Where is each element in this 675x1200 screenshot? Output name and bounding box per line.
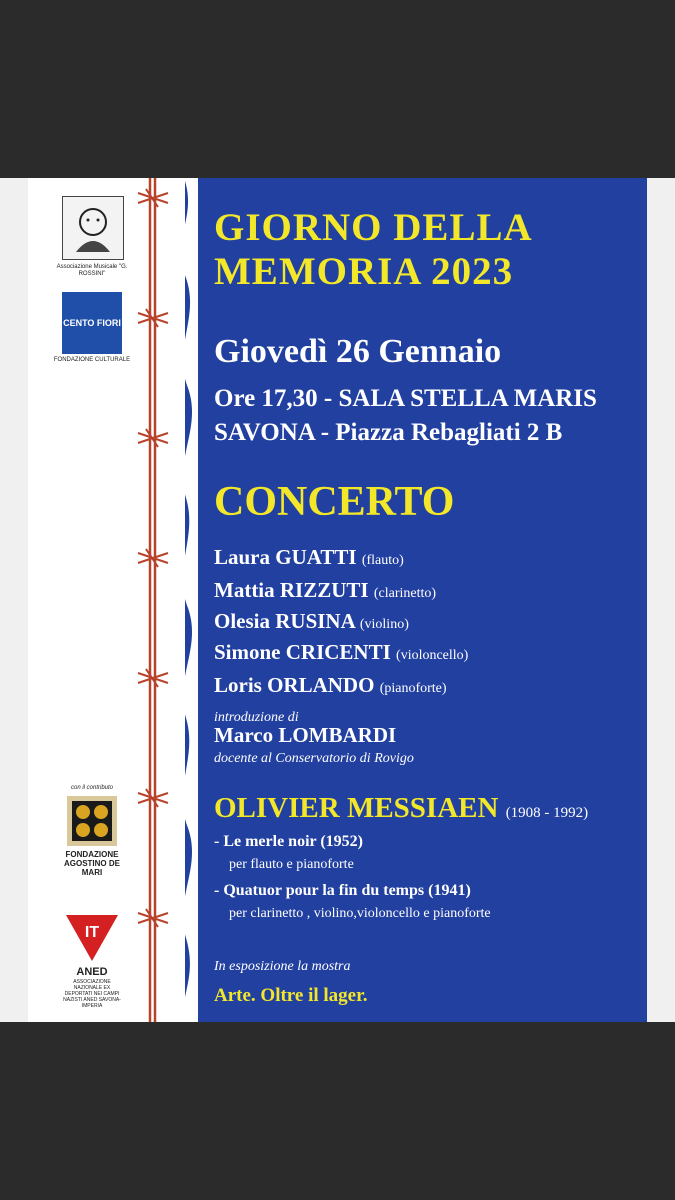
performer-5 — [214, 673, 447, 698]
exhibition-label: In esposizione la mostra — [214, 959, 351, 974]
title-line-2: MEMORIA 2023 — [214, 250, 514, 293]
performer-3 — [214, 609, 409, 634]
exhibition-title: Arte. Oltre il lager. — [214, 985, 368, 1006]
performer-4 — [214, 640, 468, 665]
composer-years: (1908 - 1992) — [505, 805, 589, 821]
event-date: Giovedì 26 Gennaio — [214, 333, 502, 370]
performer-instrument: (flauto) — [361, 553, 404, 568]
centofiori-caption: FONDAZIONE CULTURALE — [53, 357, 131, 363]
aned-caption: ASSOCIAZIONE NAZIONALE EX DEPORTATI NEI CAMPI NAZISTI ANED SAVONA-IMPERIA — [63, 979, 121, 1009]
work-2-title: - Quatuor pour la fin du temps (1941) — [214, 882, 471, 899]
centofiori-text: CENTO FIORI — [63, 318, 121, 328]
performer-name: Loris ORLANDO — [214, 673, 375, 697]
performer-instrument: (pianoforte) — [379, 681, 447, 696]
rossini-caption: Associazione Musicale "G. ROSSINI" — [56, 264, 128, 277]
rossini-logo — [62, 196, 124, 260]
centofiori-logo — [62, 292, 122, 354]
demari-logo — [67, 796, 117, 846]
title-line-1: GIORNO DELLA — [214, 206, 533, 249]
work-1-title: - Le merle noir (1952) — [214, 833, 363, 850]
work-2-scoring: per clarinetto , violino,violoncello e pianoforte — [229, 906, 491, 921]
wire-barb — [138, 669, 168, 687]
barbed-wire-graphic — [128, 178, 198, 1022]
performer-instrument: (violino) — [359, 617, 409, 632]
wire-barb — [138, 909, 168, 927]
concert-heading: CONCERTO — [214, 479, 455, 525]
contributo-label: con il contributo — [70, 785, 114, 791]
demari-emblem-icon — [67, 796, 117, 846]
work-1-scoring: per flauto e pianoforte — [229, 857, 354, 872]
performer-name: Olesia RUSINA — [214, 609, 355, 633]
intro-role: docente al Conservatorio di Rovigo — [214, 751, 414, 766]
composer-heading — [214, 792, 588, 825]
wire-barb — [138, 789, 168, 807]
wire-barb — [138, 309, 168, 327]
aned-name: ANED — [76, 966, 108, 978]
performer-name: Mattia RIZZUTI — [214, 578, 369, 602]
intro-name: Marco LOMBARDI — [214, 723, 397, 747]
performer-1 — [214, 545, 404, 570]
event-address: SAVONA - Piazza Rebagliati 2 B — [214, 419, 563, 446]
demari-caption: FONDAZIONE AGOSTINO DE MARI — [63, 850, 120, 877]
poster-left-margin — [0, 178, 28, 1022]
performer-instrument: (violoncello) — [396, 648, 469, 663]
performer-name: Simone CRICENTI — [214, 640, 391, 664]
poster-right-margin — [647, 178, 675, 1022]
performer-name: Laura GUATTI — [214, 545, 357, 569]
performer-instrument: (clarinetto) — [373, 586, 437, 601]
aned-triangle-icon — [64, 913, 120, 963]
intro-label: introduzione di — [214, 710, 299, 725]
wire-barb — [138, 549, 168, 567]
composer-name: OLIVIER MESSIAEN — [214, 792, 499, 824]
event-time-venue: Ore 17,30 - SALA STELLA MARIS — [214, 385, 597, 412]
wire-barb — [138, 189, 168, 207]
wire-barb — [138, 429, 168, 447]
aned-badge-text: IT — [84, 924, 100, 941]
composer-portrait-icon — [68, 202, 118, 254]
performer-2 — [214, 578, 436, 603]
